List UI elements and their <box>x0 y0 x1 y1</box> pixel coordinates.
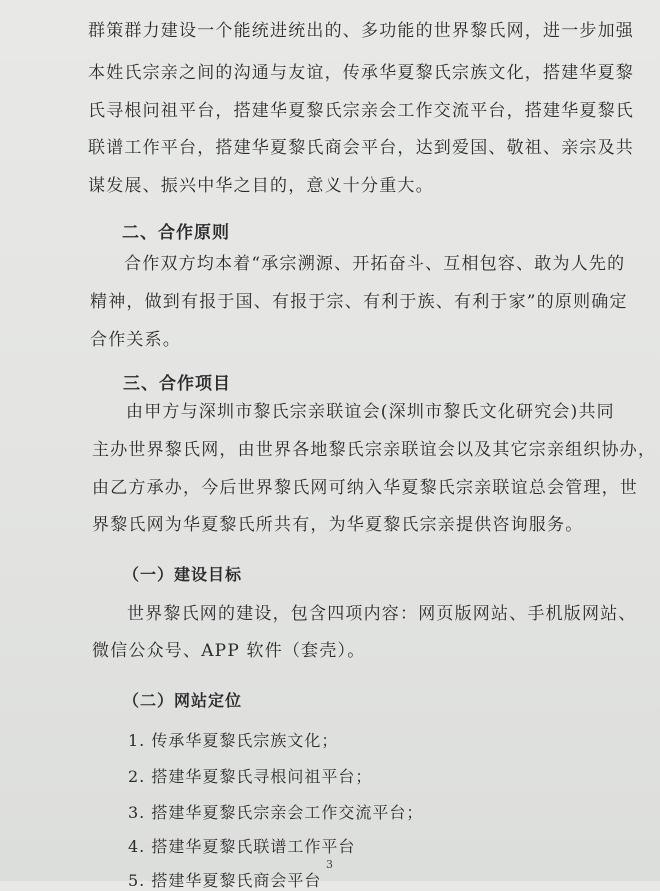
text-line: 由甲方与深圳市黎氏宗亲联谊会(深圳市黎氏文化研究会)共同 <box>126 402 615 422</box>
page-number: 3 <box>326 858 333 871</box>
text-line: 群策群力建设一个能统进统出的、多功能的世界黎氏网，进一步加强 <box>88 21 634 41</box>
text-line: 由乙方承办，今后世界黎氏网可纳入华夏黎氏宗亲联谊总会管理，世 <box>92 478 638 498</box>
section-heading-principle: 二、合作原则 <box>122 223 230 243</box>
list-item: 1. 传承华夏黎氏宗族文化； <box>128 731 339 750</box>
list-item: 3. 搭建华夏黎氏宗亲会工作交流平台； <box>128 803 424 822</box>
subsection-heading-goal: （一）建设目标 <box>123 565 243 584</box>
section-heading-projects: 三、合作项目 <box>123 374 231 394</box>
list-item: 4. 搭建华夏黎氏联谱工作平台 <box>128 837 356 856</box>
text-line: 微信公众号、APP 软件（套壳）。 <box>92 641 366 661</box>
text-line: 世界黎氏网的建设，包含四项内容：网页版网站、手机版网站、 <box>127 604 637 624</box>
text-line: 本姓氏宗亲之间的沟通与友谊，传承华夏黎氏宗族文化，搭建华夏黎 <box>88 63 634 83</box>
text-line: 氏寻根问祖平台，搭建华夏黎氏宗亲会工作交流平台，搭建华夏黎氏 <box>88 101 634 121</box>
subsection-heading-positioning: （二）网站定位 <box>123 691 243 710</box>
list-item: 2. 搭建华夏黎氏寻根问祖平台； <box>128 767 373 786</box>
text-line: 精神，做到有报于国、有报于宗、有利于族、有利于家”的原则确定 <box>90 292 628 312</box>
list-item: 5. 搭建华夏黎氏商会平台 <box>128 871 322 890</box>
text-line: 联谱工作平台，搭建华夏黎氏商会平台，达到爱国、敬祖、亲宗及共 <box>88 138 634 158</box>
text-line: 谋发展、振兴中华之目的，意义十分重大。 <box>88 176 434 196</box>
text-line: 界黎氏网为华夏黎氏所共有，为华夏黎氏宗亲提供咨询服务。 <box>92 515 584 535</box>
text-line: 主办世界黎氏网，由世界各地黎氏宗亲联谊会以及其它宗亲组织协办， <box>92 440 657 460</box>
text-line: 合作双方均本着“承宗溯源、开拓奋斗、互相包容、敢为人先的 <box>124 254 626 274</box>
text-line: 合作关系。 <box>90 330 181 350</box>
